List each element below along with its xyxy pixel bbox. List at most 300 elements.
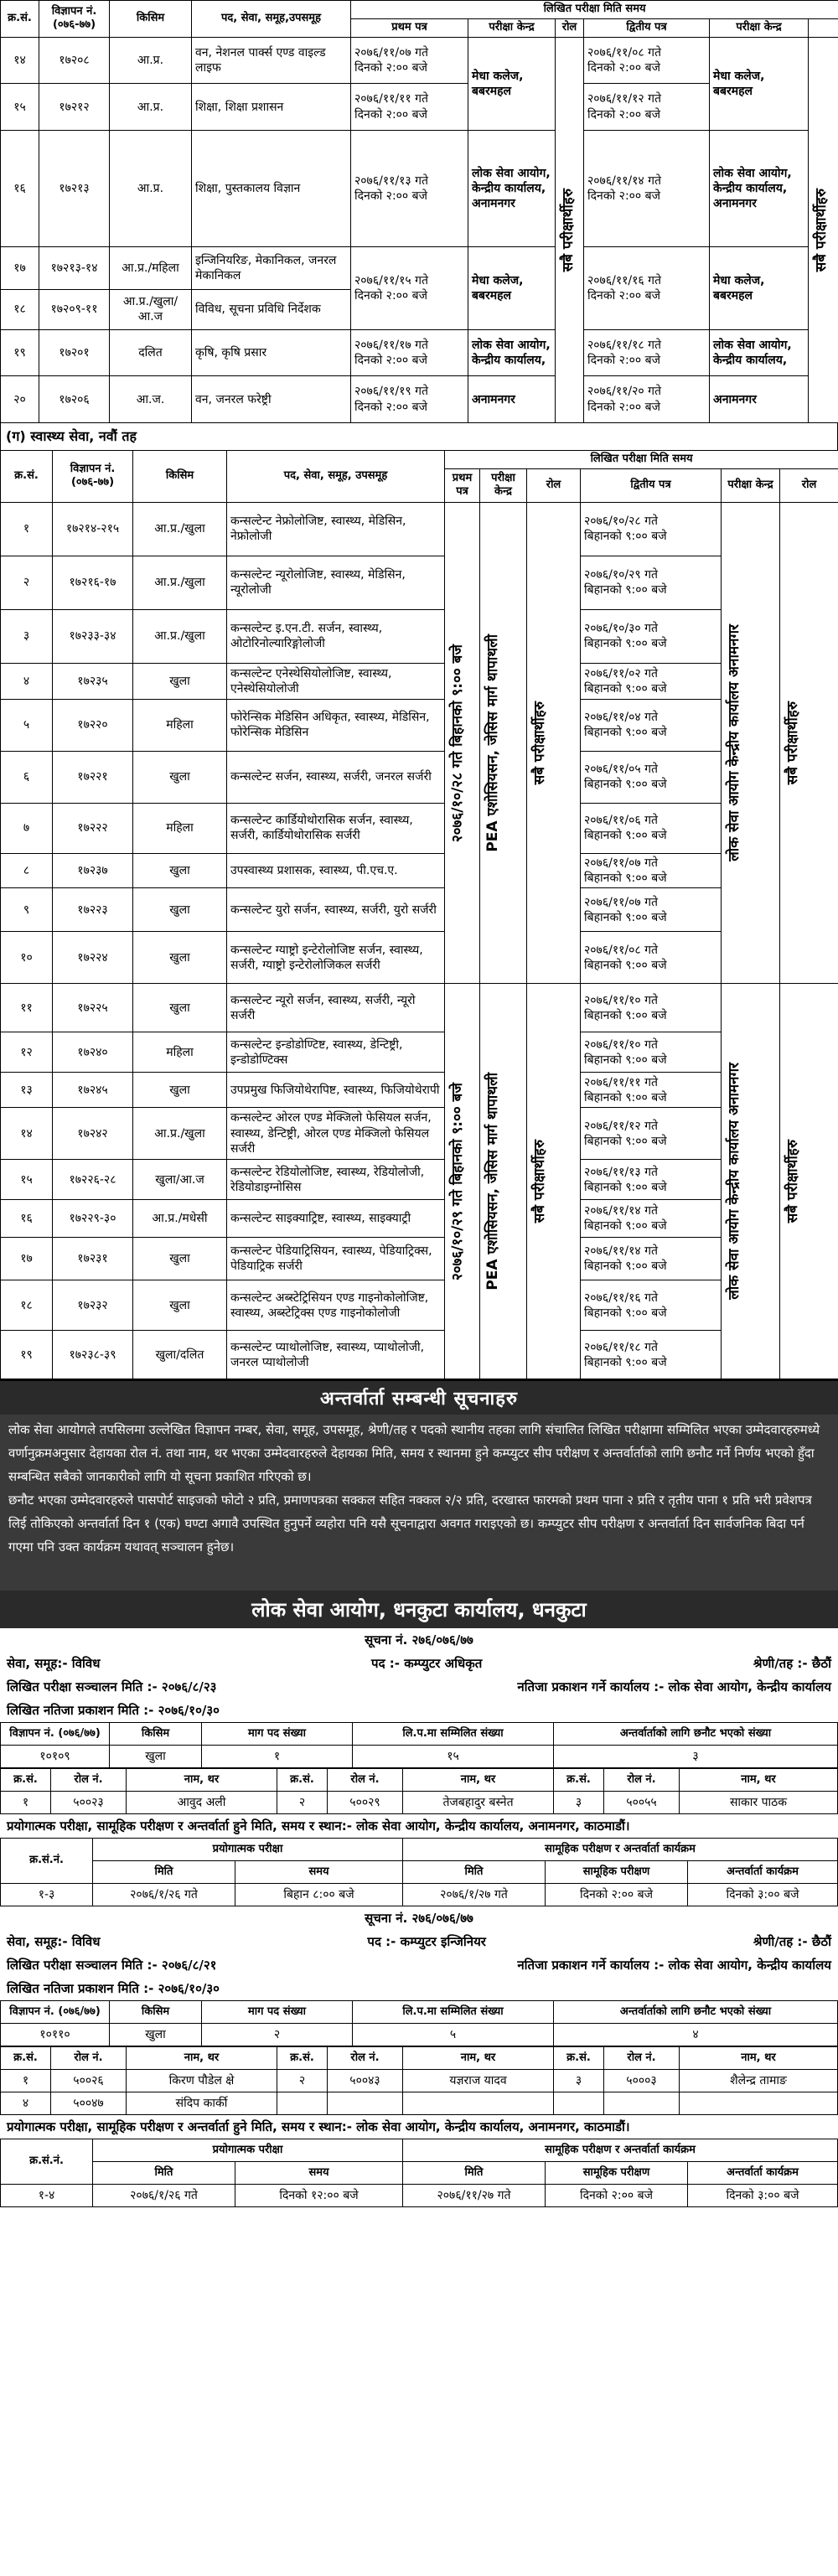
- schedule-cell: दिनको ३:०० बजे: [688, 2185, 838, 2207]
- natija-office: नतिजा प्रकाशन गर्ने कार्यालय :- लोक सेवा आयोग, केन्द्रीय कार्यालय: [517, 1679, 831, 1695]
- schedule-subheader: सामूहिक परीक्षण: [546, 2162, 688, 2185]
- table-row: [1, 502, 838, 556]
- schedule-cell: १-४: [1, 2185, 93, 2207]
- roll-all-2: सबै परीक्षार्थीहरु: [780, 984, 838, 1379]
- candidate-row: [1, 1792, 838, 1814]
- paper2-date: २०७६/११/१६ गते दिनको २:०० बजे: [584, 246, 710, 329]
- natija-date: लिखित नतिजा प्रकाशन मिति :- २०७६/१०/३०: [7, 1703, 220, 1719]
- candidate-cell: [554, 2092, 604, 2115]
- ad-table-header: माग पद संख्या: [202, 2001, 353, 2024]
- kind: खुला/दलित: [133, 1331, 227, 1379]
- natija-line: [0, 1699, 838, 1722]
- likhit-date: लिखित परीक्षा सञ्चालन मिति :- २०७६/८/२३: [7, 1679, 217, 1695]
- candidate-cell: २: [277, 1792, 328, 1814]
- schedule-cell: २०७६/१/२६ गते: [93, 1884, 235, 1906]
- notice-number: सूचना नं. २७६/०७६/७७: [365, 1632, 473, 1648]
- candidate-cell: [328, 2092, 403, 2115]
- ad-number: १७२३१: [53, 1238, 133, 1280]
- ad-table: [0, 2000, 838, 2046]
- row-number: १५: [1, 1160, 53, 1200]
- schedule-header: सामूहिक परीक्षण र अन्तर्वार्ता कार्यक्रम: [403, 2139, 838, 2162]
- schedule-cell: २०७६/११/२७ गते: [403, 2185, 546, 2207]
- row-number: १२: [1, 1032, 53, 1073]
- table-row: [1, 1108, 838, 1160]
- ad-table-cell: ३: [554, 1746, 838, 1768]
- kind: महिला: [133, 1032, 227, 1073]
- row-number: ६: [1, 751, 53, 803]
- kind: आ.प्र./मधेसी: [133, 1200, 227, 1238]
- interview-notice-body: [0, 1415, 838, 1591]
- likhit-line: [0, 1953, 838, 1977]
- candidate-header: नाम, थर: [127, 2047, 277, 2070]
- likhit-date: लिखित परीक्षा सञ्चालन मिति :- २०७६/८/२१: [7, 1958, 217, 1973]
- candidate-header: क्र.सं.: [277, 2047, 328, 2070]
- row-number: ३: [1, 609, 53, 663]
- kind: आ.प्र./खुला/आ.ज: [110, 289, 192, 329]
- pad: पद :- कम्प्युटर इन्जिनियर: [367, 1934, 486, 1950]
- candidate-header: नाम, थर: [680, 1769, 838, 1792]
- schedule-cell: २०७६/१/२६ गते: [93, 2185, 235, 2207]
- table-row: [1, 376, 838, 423]
- kind: महिला: [133, 803, 227, 853]
- post: इन्जिनियरिङ, मेकानिकल, जनरल मेकानिकल: [192, 246, 351, 289]
- row-number: ९: [1, 888, 53, 932]
- kind: खुला: [133, 663, 227, 699]
- ad-table: [0, 1722, 838, 1768]
- kind: खुला: [133, 1280, 227, 1331]
- row-number: १०: [1, 932, 53, 984]
- ad-number: १७२४५: [53, 1073, 133, 1108]
- ad-number: १७२२६-२८: [53, 1160, 133, 1200]
- shreni: श्रेणी/तह :- छैठौं: [753, 1934, 831, 1950]
- notice-number: सूचना नं. २७६/०७६/७७: [365, 1911, 473, 1927]
- schedule-cell: दिनको ३:०० बजे: [688, 1884, 838, 1906]
- section-b-title: (ग) स्वास्थ्य सेवा, नवौं तह: [0, 423, 838, 450]
- candidate-cell: ५००४७: [51, 2092, 127, 2115]
- paper2-date: २०७६/११/१४ गते बिहानको ९:०० बजे: [581, 1200, 722, 1238]
- candidate-cell: ४: [1, 2092, 51, 2115]
- col-likhit: लिखित परीक्षा मिति समय: [445, 451, 838, 469]
- schedule-subheader: मिति: [403, 2162, 546, 2185]
- table-row: [1, 609, 838, 663]
- col-blank: [809, 18, 838, 37]
- paper2-date: २०७६/११/०७ गते बिहानको ९:०० बजे: [581, 888, 722, 932]
- candidate-cell: संदिप कार्की: [127, 2092, 277, 2115]
- col-vigyapan: विज्ञापन नं. (०७६-७७): [39, 1, 110, 38]
- roll-all: सबै परीक्षार्थीहरु: [527, 502, 581, 983]
- table-row: [1, 1160, 838, 1200]
- ad-number: १७२४०: [53, 1032, 133, 1073]
- paper1-date: २०७६/१०/२९ गते बिहानको ९:०० बजे: [445, 984, 480, 1379]
- ad-number: १७२३५: [53, 663, 133, 699]
- schedule-table: [0, 2139, 838, 2207]
- schedule-cell: दिनको २:०० बजे: [546, 2185, 688, 2207]
- natija-office: नतिजा प्रकाशन गर्ने कार्यालय :- लोक सेवा आयोग, केन्द्रीय कार्यालय: [517, 1958, 831, 1973]
- candidate-header: नाम, थर: [127, 1769, 277, 1792]
- ad-table-header: अन्तर्वार्ताको लागि छनौट भएको संख्या: [554, 1723, 838, 1746]
- row-number: १८: [1, 289, 39, 329]
- col-likhit: लिखित परीक्षा मिति समय: [351, 1, 838, 19]
- kind: खुला: [133, 1238, 227, 1280]
- post: कन्सल्टेन्ट इन्डोडोण्टिष्ट, स्वास्थ्य, डेन्टिष्ट्री, इन्डोडोण्टिक्स: [227, 1032, 445, 1073]
- table-row: [1, 1331, 838, 1379]
- center1: PEA एशोसियसन, जेसिस मार्ग थापाथली: [480, 984, 527, 1379]
- paper2-date: २०७६/११/०६ गते बिहानको ९:०० बजे: [581, 803, 722, 853]
- row-number: २०: [1, 376, 39, 423]
- schedule-header: सामूहिक परीक्षण र अन्तर्वार्ता कार्यक्रम: [403, 1839, 838, 1861]
- office-title: लोक सेवा आयोग, धनकुटा कार्यालय, धनकुटा: [0, 1591, 838, 1628]
- col-dwitiya: द्वितीय पत्र: [581, 468, 722, 502]
- kind: आ.ज.: [110, 376, 192, 423]
- post: कन्सल्टेन्ट न्यूरोलोजिष्ट, स्वास्थ्य, मेडिसिन, न्यूरोलोजी: [227, 556, 445, 609]
- ad-number: १७२१२: [39, 84, 110, 131]
- natija-line: [0, 1977, 838, 2000]
- table-row: [1, 1280, 838, 1331]
- paper2-date: २०७६/११/१८ गते बिहानको ९:०० बजे: [581, 1331, 722, 1379]
- ad-number: १७२३७: [53, 853, 133, 887]
- center1: लोक सेवा आयोग, केन्द्रीय कार्यालय, अनामनगर: [468, 130, 556, 246]
- ad-number: १७२४२: [53, 1108, 133, 1160]
- center2: लोक सेवा आयोग केन्द्रीय कार्यालय अनामनगर: [722, 984, 780, 1379]
- shreni: श्रेणी/तह :- छैठौं: [753, 1656, 831, 1672]
- row-number: १७: [1, 246, 39, 289]
- candidate-cell: ५०००३: [604, 2070, 680, 2092]
- exam-schedule-table-a: [0, 0, 838, 423]
- ad-table-header: विज्ञापन नं. (०७६/७७): [1, 1723, 110, 1746]
- ad-number: १७२१४-२१५: [53, 502, 133, 556]
- table-row: [1, 803, 838, 853]
- candidate-cell: आवुद अली: [127, 1792, 277, 1814]
- candidate-cell: १: [1, 1792, 51, 1814]
- center2: लोक सेवा आयोग, केन्द्रीय कार्यालय, अनामनगर: [710, 130, 809, 246]
- ad-table-cell: १०१०९: [1, 1746, 110, 1768]
- schedule-header: प्रयोगात्मक परीक्षा: [93, 2139, 403, 2162]
- row-number: ७: [1, 803, 53, 853]
- table-row: [1, 699, 838, 751]
- paper1-date: २०७६/११/११ गते दिनको २:०० बजे: [351, 84, 468, 131]
- candidate-cell: शैलेन्द्र तामाङ: [680, 2070, 838, 2092]
- post: कन्सल्टेन्ट नेफ्रोलोजिष्ट, स्वास्थ्य, मेडिसिन, नेफ्रोलोजी: [227, 502, 445, 556]
- candidate-cell: तेजबहादुर बस्नेत: [403, 1792, 554, 1814]
- row-number: १: [1, 502, 53, 556]
- kind: आ.प्र./खुला: [133, 502, 227, 556]
- col-kra: क्र.सं.: [1, 1, 39, 38]
- center1: PEA एशोसियसन, जेसिस मार्ग थापाथली: [480, 502, 527, 983]
- col-pad: पद, सेवा, समूह,उपसमूह: [192, 1, 351, 38]
- paper2-date: २०७६/११/११ गते बिहानको ९:०० बजे: [581, 1073, 722, 1108]
- post: कन्सल्टेन्ट ओरल एण्ड मेक्जिलो फेसियल सर्जन, स्वास्थ्य, डेन्टिष्ट्री, ओरल एण्ड मेक्जिलो फेसियल सर्जरी: [227, 1108, 445, 1160]
- ad-number: १७२२५: [53, 984, 133, 1032]
- row-number: १५: [1, 84, 39, 131]
- kind: खुला: [133, 932, 227, 984]
- paper2-date: २०७६/११/०४ गते बिहानको ९:०० बजे: [581, 699, 722, 751]
- ad-number: १७२३३-३४: [53, 609, 133, 663]
- candidate-header: रोल नं.: [51, 1769, 127, 1792]
- natija-date: लिखित नतिजा प्रकाशन मिति :- २०७६/१०/३०: [7, 1981, 220, 1997]
- row-number: १८: [1, 1280, 53, 1331]
- center1: मेधा कलेज, बबरमहल: [468, 37, 556, 130]
- center2: मेधा कलेज, बबरमहल: [710, 246, 809, 329]
- col-pad: पद, सेवा, समूह, उपसमूह: [227, 451, 445, 503]
- ad-table-cell: खुला: [110, 1746, 202, 1768]
- center1: अनामनगर: [468, 376, 556, 423]
- post: शिक्षा, पुस्तकालय विज्ञान: [192, 130, 351, 246]
- row-number: १४: [1, 37, 39, 84]
- candidate-cell: किरण पौडेल क्षे: [127, 2070, 277, 2092]
- ad-table-cell: १५: [353, 1746, 554, 1768]
- kind: आ.प्र.: [110, 130, 192, 246]
- row-number: ४: [1, 663, 53, 699]
- schedule-header: क्र.सं.नं.: [1, 1839, 93, 1884]
- ad-number: १७२२२: [53, 803, 133, 853]
- dhankuta-notice: [0, 1628, 838, 1906]
- center2: लोक सेवा आयोग केन्द्रीय कार्यालय अनामनगर: [722, 502, 780, 983]
- kind: आ.प्र./खुला: [133, 609, 227, 663]
- col-rol: रोल: [556, 18, 584, 37]
- ad-number: १७२२४: [53, 932, 133, 984]
- post: कन्सल्टेन्ट सर्जन, स्वास्थ्य, सर्जरी, जनरल सर्जरी: [227, 751, 445, 803]
- schedule-cell: १-३: [1, 1884, 93, 1906]
- ad-table-cell: खुला: [110, 2024, 202, 2046]
- ad-table-header: लि.प.मा सम्मिलित संख्या: [353, 2001, 554, 2024]
- ad-number: १७२३८-३९: [53, 1331, 133, 1379]
- paper1-date: २०७६/११/०७ गते दिनको २:०० बजे: [351, 37, 468, 84]
- kind: आ.प्र.: [110, 84, 192, 131]
- center2: मेधा कलेज, बबरमहल: [710, 37, 809, 130]
- post: वन, नेशनल पार्क्स एण्ड वाइल्ड लाइफ: [192, 37, 351, 84]
- table-row: [1, 888, 838, 932]
- kind: खुला: [133, 888, 227, 932]
- schedule-subheader: मिति: [93, 2162, 235, 2185]
- post: कन्सल्टेन्ट ग्याष्ट्रो इन्टेरोलोजिष्ट सर्जन, स्वास्थ्य, सर्जरी, ग्याष्ट्रो इन्टेरोलोजिकल सर्जरी: [227, 932, 445, 984]
- candidate-cell: साकार पाठक: [680, 1792, 838, 1814]
- candidate-header: रोल नं.: [51, 2047, 127, 2070]
- post: कन्सल्टेन्ट अब्स्टेट्रिसियन एण्ड गाइनोकोलोजिष्ट, स्वास्थ्य, अब्स्टेट्रिक्स एण्ड गाइनोकोलोजी: [227, 1280, 445, 1331]
- ad-table-header: लि.प.मा सम्मिलित संख्या: [353, 1723, 554, 1746]
- col-kendra1: परीक्षा केन्द्र: [480, 468, 527, 502]
- row-number: १७: [1, 1238, 53, 1280]
- paper1-date: २०७६/१०/२८ गते बिहानको ९:०० बजे: [445, 502, 480, 983]
- paper2-date: २०७६/११/०७ गते बिहानको ९:०० बजे: [581, 853, 722, 887]
- candidate-cell: [680, 2092, 838, 2115]
- row-number: १४: [1, 1108, 53, 1160]
- schedule-cell: दिनको १२:०० बजे: [235, 2185, 403, 2207]
- center2: लोक सेवा आयोग, केन्द्रीय कार्यालय,: [710, 329, 809, 376]
- schedule-cell: २०७६/१/२७ गते: [403, 1884, 546, 1906]
- center1: लोक सेवा आयोग, केन्द्रीय कार्यालय,: [468, 329, 556, 376]
- schedule-subheader: समय: [235, 2162, 403, 2185]
- row-number: १६: [1, 1200, 53, 1238]
- kind: आ.प्र./महिला: [110, 246, 192, 289]
- col-dwitiya: द्वितीय पत्र: [584, 18, 710, 37]
- candidate-cell: १: [1, 2070, 51, 2092]
- candidate-cell: ५००२६: [51, 2070, 127, 2092]
- candidate-row: [1, 2070, 838, 2092]
- table-row: [1, 329, 838, 376]
- row-number: १६: [1, 130, 39, 246]
- col-kendra1: परीक्षा केन्द्र: [468, 18, 556, 37]
- col-kra: क्र.सं.: [1, 451, 53, 503]
- candidate-header: रोल नं.: [604, 1769, 680, 1792]
- exam-schedule-table-b: [0, 450, 838, 1379]
- row-number: १९: [1, 329, 39, 376]
- ad-table-header: विज्ञापन नं. (०७६/७७): [1, 2001, 110, 2024]
- schedule-place: प्रयोगात्मक परीक्षा, सामूहिक परीक्षण र अन्तर्वार्ता हुने मिति, समय र स्थान:- लोक सेवा आयोग, केन्द्रीय कार्यालय, अनामनगर, काठमाडौं।: [7, 1818, 630, 1834]
- paper2-date: २०७६/११/१८ गते दिनको २:०० बजे: [584, 329, 710, 376]
- post: कन्सल्टेन्ट न्यूरो सर्जन, स्वास्थ्य, सर्जरी, न्यूरो सर्जरी: [227, 984, 445, 1032]
- kind: महिला: [133, 699, 227, 751]
- kind: दलित: [110, 329, 192, 376]
- kind: खुला: [133, 853, 227, 887]
- kind: आ.प्र./खुला: [133, 556, 227, 609]
- paper2-date: २०७६/११/१० गते बिहानको ९:०० बजे: [581, 1032, 722, 1073]
- paper2-date: २०७६/११/०८ गते दिनको २:०० बजे: [584, 37, 710, 84]
- paper2-date: २०७६/११/१२ गते बिहानको ९:०० बजे: [581, 1108, 722, 1160]
- ad-table-cell: १०११०: [1, 2024, 110, 2046]
- likhit-line: [0, 1675, 838, 1699]
- ad-number: १७२०१: [39, 329, 110, 376]
- notice-number-line: [0, 1906, 838, 1930]
- candidate-header: क्र.सं.: [1, 1769, 51, 1792]
- row-number: ८: [1, 853, 53, 887]
- post: कन्सल्टेन्ट इ.एन.टी. सर्जन, स्वास्थ्य, ओटोरिनोल्यारिङ्गोलोजी: [227, 609, 445, 663]
- candidate-header: क्र.सं.: [277, 1769, 328, 1792]
- paper2-date: २०७६/११/०५ गते बिहानको ९:०० बजे: [581, 751, 722, 803]
- candidate-cell: ५००२९: [328, 1792, 403, 1814]
- ad-number: १७२२९-३०: [53, 1200, 133, 1238]
- table-row: [1, 556, 838, 609]
- ad-table-cell: २: [202, 2024, 353, 2046]
- col-kendra2: परीक्षा केन्द्र: [722, 468, 780, 502]
- paper2-date: २०७६/१०/२८ गते बिहानको ९:०० बजे: [581, 502, 722, 556]
- center1: मेधा कलेज, बबरमहल: [468, 246, 556, 329]
- col-rol: रोल: [527, 468, 581, 502]
- kind: आ.प्र./खुला: [133, 1108, 227, 1160]
- post: वन, जनरल फरेष्ट्री: [192, 376, 351, 423]
- paper1-date: २०७६/११/१७ गते दिनको २:०० बजे: [351, 329, 468, 376]
- candidate-header: रोल नं.: [328, 2047, 403, 2070]
- kind: खुला: [133, 1073, 227, 1108]
- schedule-place: प्रयोगात्मक परीक्षा, सामूहिक परीक्षण र अन्तर्वार्ता हुने मिति, समय र स्थान:- लोक सेवा आयोग, केन्द्रीय कार्यालय, अनामनगर, काठमाडौं।: [7, 2119, 630, 2135]
- row-number: १३: [1, 1073, 53, 1108]
- schedule-header: प्रयोगात्मक परीक्षा: [93, 1839, 403, 1861]
- candidate-cell: ५००५५: [604, 1792, 680, 1814]
- row-number: ५: [1, 699, 53, 751]
- roll-all: सबै परीक्षार्थीहरु: [556, 37, 584, 422]
- ad-table-cell: ४: [554, 2024, 838, 2046]
- schedule-cell: दिनको २:०० बजे: [546, 1884, 688, 1906]
- candidate-cell: ५००२३: [51, 1792, 127, 1814]
- post: फोरेन्सिक मेडिसिन अधिकृत, स्वास्थ्य, मेडिसिन, फोरेन्सिक मेडिसिन: [227, 699, 445, 751]
- schedule-subheader: अन्तर्वार्ता कार्यक्रम: [688, 2162, 838, 2185]
- col-pratham: प्रथम पत्र: [351, 18, 468, 37]
- ad-number: १७२०९-११: [39, 289, 110, 329]
- kind: खुला: [133, 984, 227, 1032]
- col-vigyapan: विज्ञापन नं. (०७६-७७): [53, 451, 133, 503]
- col-rol2: रोल: [780, 468, 838, 502]
- table-row: [1, 663, 838, 699]
- paper1-date: २०७६/११/१५ गते दिनको २:०० बजे: [351, 246, 468, 329]
- post: कन्सल्टेन्ट पेडियाट्रिसियन, स्वास्थ्य, पेडियाट्रिक्स, पेडियाट्रिक सर्जरी: [227, 1238, 445, 1280]
- dhankuta-notices: [0, 1628, 838, 2207]
- paper2-date: २०७६/११/१३ गते बिहानको ९:०० बजे: [581, 1160, 722, 1200]
- kind: आ.प्र.: [110, 37, 192, 84]
- schedule-cell: बिहान ८:०० बजे: [235, 1884, 403, 1906]
- kind: खुला/आ.ज: [133, 1160, 227, 1200]
- ad-number: १७२१३-१४: [39, 246, 110, 289]
- candidate-cell: २: [277, 2070, 328, 2092]
- candidate-header: क्र.सं.: [1, 2047, 51, 2070]
- paper1-date: २०७६/११/१९ गते दिनको २:०० बजे: [351, 376, 468, 423]
- post: कन्सल्टेन्ट रेडियोलोजिष्ट, स्वास्थ्य, रेडियोलोजी, रेडियोडाइग्नोसिस: [227, 1160, 445, 1200]
- table-row: [1, 130, 838, 246]
- post: कन्सल्टेन्ट साइक्याट्रिष्ट, स्वास्थ्य, साइक्याट्री: [227, 1200, 445, 1238]
- ad-table-header: अन्तर्वार्ताको लागि छनौट भएको संख्या: [554, 2001, 838, 2024]
- table-row: [1, 751, 838, 803]
- post: कन्सल्टेन्ट कार्डियोथोरासिक सर्जन, स्वास्थ्य, सर्जरी, कार्डियोथोरासिक सर्जरी: [227, 803, 445, 853]
- ad-number: १७२३२: [53, 1280, 133, 1331]
- col-kisim: किसिम: [110, 1, 192, 38]
- candidate-header: क्र.सं.: [554, 2047, 604, 2070]
- paper2-date: २०७६/११/१४ गते दिनको २:०० बजे: [584, 130, 710, 246]
- table-row: [1, 1073, 838, 1108]
- roll-all: सबै परीक्षार्थीहरु: [527, 984, 581, 1379]
- ad-number: १७२२०: [53, 699, 133, 751]
- post: शिक्षा, शिक्षा प्रशासन: [192, 84, 351, 131]
- paper2-date: २०७६/११/०२ गते बिहानको ९:०० बजे: [581, 663, 722, 699]
- ad-table-header: किसिम: [110, 1723, 202, 1746]
- ad-number: १७२०६: [39, 376, 110, 423]
- row-number: १९: [1, 1331, 53, 1379]
- roll-all-2: सबै परीक्षार्थीहरु: [780, 502, 838, 983]
- ad-number: १७२१६-१७: [53, 556, 133, 609]
- schedule-subheader: मिति: [93, 1861, 235, 1884]
- post: कन्सल्टेन्ट प्याथोलोजिष्ट, स्वास्थ्य, प्याथोलोजी, जनरल प्याथोलोजी: [227, 1331, 445, 1379]
- row-number: २: [1, 556, 53, 609]
- table-row: [1, 1200, 838, 1238]
- candidate-cell: [403, 2092, 554, 2115]
- schedule-row: [1, 1884, 838, 1906]
- candidate-table: [0, 2046, 838, 2115]
- ad-table-header: किसिम: [110, 2001, 202, 2024]
- col-pratham: प्रथम पत्र: [445, 468, 480, 502]
- schedule-subheader: समय: [235, 1861, 403, 1884]
- schedule-subheader: अन्तर्वार्ता कार्यक्रम: [688, 1861, 838, 1884]
- interview-notice-title: अन्तर्वार्ता सम्बन्धी सूचनाहरु: [0, 1379, 838, 1415]
- candidate-table: [0, 1768, 838, 1814]
- schedule-subheader: मिति: [403, 1861, 546, 1884]
- sewa-line: [0, 1652, 838, 1675]
- candidate-header: रोल नं.: [604, 2047, 680, 2070]
- post: कन्सल्टेन्ट एनेस्थेसियोलोजिष्ट, स्वास्थ्य, एनेस्थेसियोलोजी: [227, 663, 445, 699]
- post: कृषि, कृषि प्रसार: [192, 329, 351, 376]
- post: कन्सल्टेन्ट युरो सर्जन, स्वास्थ्य, सर्जरी, युरो सर्जरी: [227, 888, 445, 932]
- paper2-date: २०७६/११/२० गते दिनको २:०० बजे: [584, 376, 710, 423]
- schedule-subheader: सामूहिक परीक्षण: [546, 1861, 688, 1884]
- ad-number: १७२२१: [53, 751, 133, 803]
- paper2-date: २०७६/११/१४ गते बिहानको ९:०० बजे: [581, 1238, 722, 1280]
- notice-number-line: [0, 1628, 838, 1652]
- pad: पद :- कम्प्युटर अधिकृत: [371, 1656, 483, 1672]
- roll-all-2: सबै परीक्षार्थीहरु: [809, 37, 838, 422]
- ad-number: १७२०८: [39, 37, 110, 84]
- candidate-cell: ५००४३: [328, 2070, 403, 2092]
- candidate-row: [1, 2092, 838, 2115]
- post: उपप्रमुख फिजियोथेरापिष्ट, स्वास्थ्य, फिजियोथेरापी: [227, 1073, 445, 1108]
- paper2-date: २०७६/१०/३० गते बिहानको ९:०० बजे: [581, 609, 722, 663]
- col-kendra2: परीक्षा केन्द्र: [710, 18, 809, 37]
- candidate-header: नाम, थर: [680, 2047, 838, 2070]
